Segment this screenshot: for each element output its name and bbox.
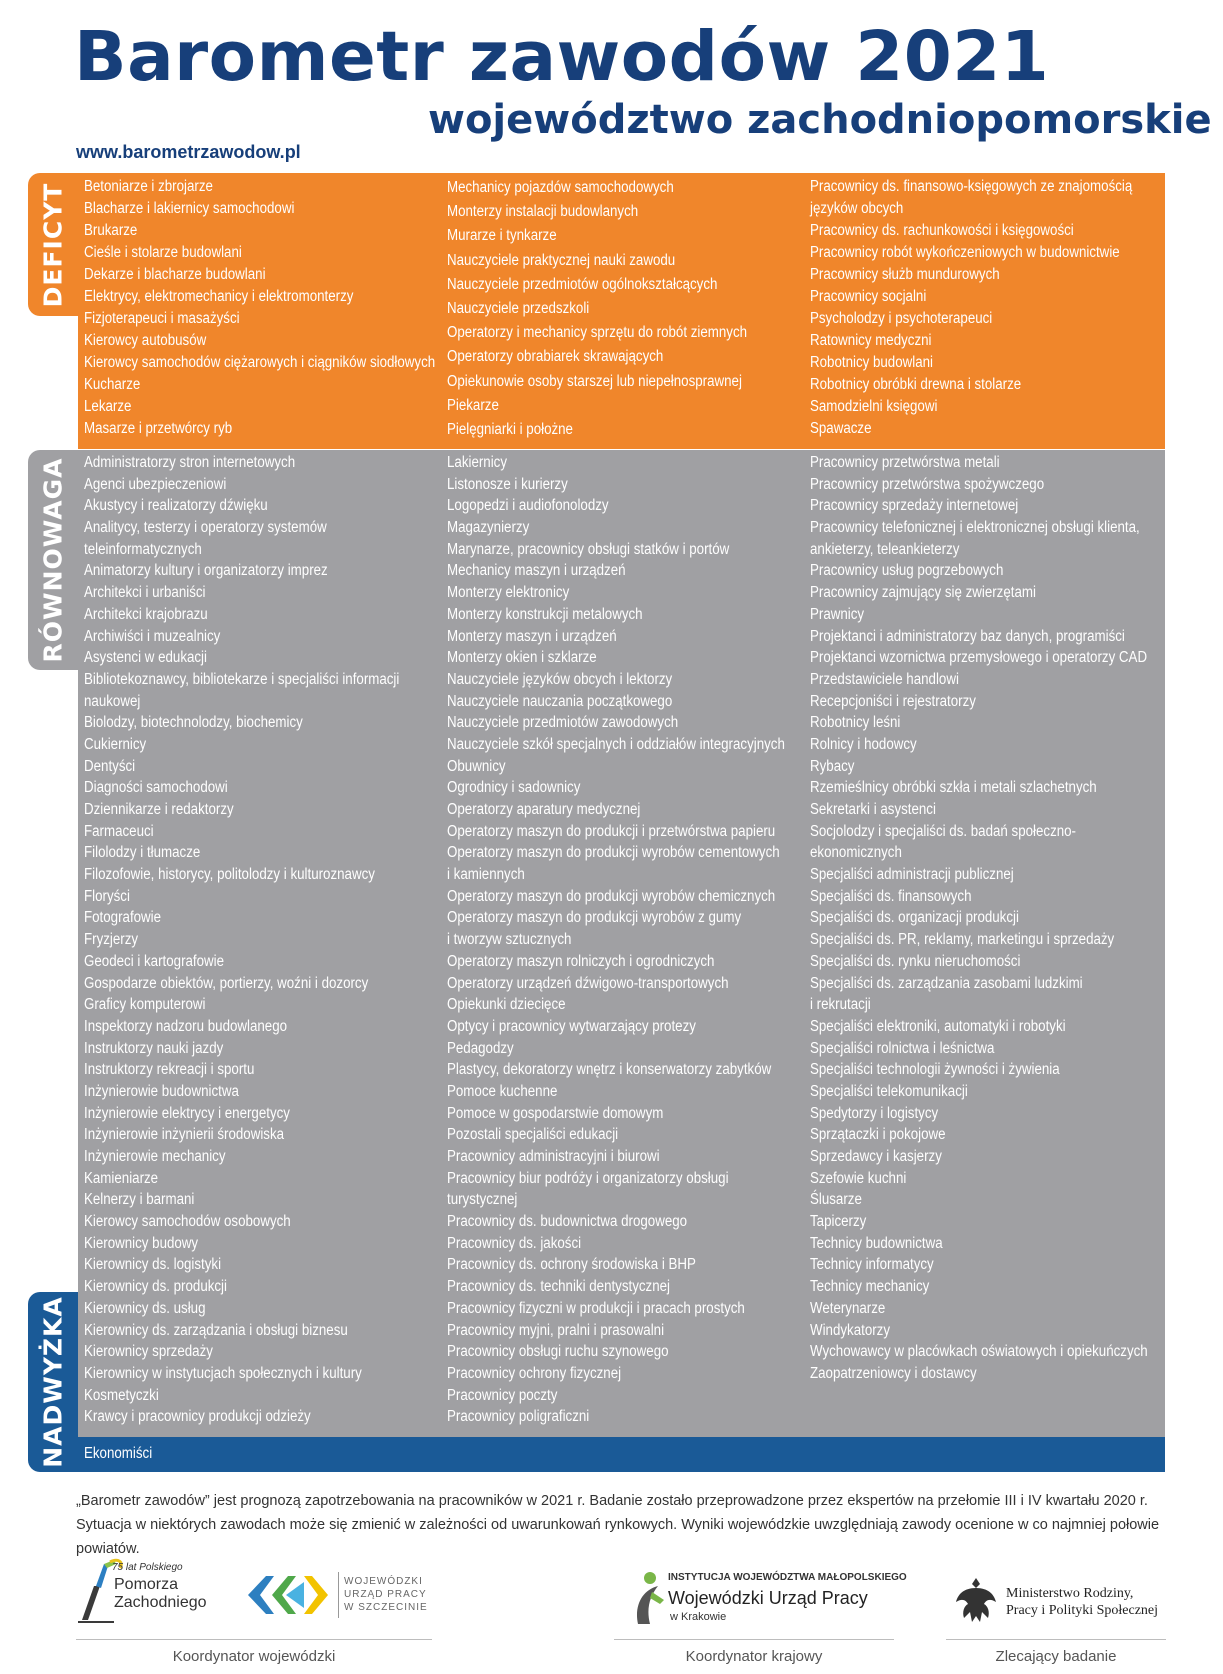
occupation-item: i tworzyw sztucznych bbox=[447, 931, 572, 949]
occupation-item: Pracownicy ds. budownictwa drogowego bbox=[447, 1213, 688, 1231]
occupation-item: Agenci ubezpieczeniowi bbox=[84, 475, 227, 493]
occupation-item: Mechanicy pojazdów samochodowych bbox=[447, 179, 674, 196]
occupation-item: Sekretarki i asystenci bbox=[810, 801, 936, 818]
occupation-item: Rolnicy i hodowcy bbox=[810, 735, 917, 753]
occupation-item: Plastycy, dekoratorzy wnętrz i konserwatorzy zabytków bbox=[447, 1061, 772, 1079]
occupation-item: Pozostali specjaliści edukacji bbox=[447, 1126, 619, 1144]
deficyt-label: DEFICYT bbox=[38, 182, 68, 307]
occupation-item: Kucharze bbox=[84, 376, 141, 393]
occupation-item: Dekarze i blacharze budowlani bbox=[84, 266, 266, 283]
occupation-item: Biolodzy, biotechnolodzy, biochemicy bbox=[84, 714, 303, 732]
occupation-item: Operatorzy maszyn rolniczych i ogrodniczych bbox=[447, 952, 715, 970]
occupation-item: Psycholodzy i psychoterapeuci bbox=[810, 310, 993, 327]
occupation-item: Pracownicy ds. finansowo-księgowych ze znajomością bbox=[810, 178, 1133, 195]
occupation-item: Sprzedawcy i kasjerzy bbox=[810, 1148, 942, 1165]
occupation-item: Mechanicy maszyn i urządzeń bbox=[447, 562, 626, 580]
rownowaga-tab bbox=[28, 450, 78, 670]
occupation-item: języków obcych bbox=[810, 200, 904, 217]
occupation-item: Inżynierowie mechanicy bbox=[84, 1148, 226, 1165]
occupation-item: Pomoce kuchenne bbox=[447, 1082, 558, 1100]
occupation-item: Operatorzy maszyn do produkcji i przetwórstwa papieru bbox=[447, 822, 776, 840]
occupation-item: Specjaliści ds. finansowych bbox=[810, 887, 972, 905]
footer-label-right: Zlecający badanie bbox=[995, 1648, 1117, 1665]
deficyt-column-2 bbox=[447, 176, 747, 442]
occupation-item: Pracownicy biur podróży i organizatorzy obsługi bbox=[447, 1169, 729, 1187]
wup-szczecin-logo bbox=[246, 1570, 436, 1622]
occupation-item: Instruktorzy nauki jazdy bbox=[84, 1039, 224, 1057]
deficyt-column-1 bbox=[84, 176, 435, 440]
occupation-item: ekonomicznych bbox=[810, 844, 902, 862]
occupation-item: Specjaliści administracji publicznej bbox=[810, 866, 1014, 884]
occupation-item: Pracownicy socjalni bbox=[810, 288, 927, 305]
occupation-item: Blacharze i lakiernicy samochodowi bbox=[84, 200, 295, 217]
occupation-item: Specjaliści telekomunikacji bbox=[810, 1082, 968, 1100]
occupation-item: Kierownicy ds. produkcji bbox=[84, 1278, 227, 1296]
footer-divider-right bbox=[946, 1639, 1166, 1640]
page-title: Barometr zawodów 2021 bbox=[74, 17, 1050, 97]
pomorze-75-logo bbox=[74, 1556, 224, 1628]
occupation-item: Filozofowie, historycy, politolodzy i kulturoznawcy bbox=[84, 866, 375, 884]
occupation-item: Rybacy bbox=[810, 757, 855, 775]
occupation-item: Gospodarze obiektów, portierzy, woźni i dozorcy bbox=[84, 974, 369, 992]
occupation-item: Operatorzy maszyn do produkcji wyrobów chemicznych bbox=[447, 887, 776, 905]
occupation-item: Diagności samochodowi bbox=[84, 779, 228, 797]
occupation-item: Pracownicy obsługi ruchu szynowego bbox=[447, 1343, 669, 1361]
occupation-item: Pracownicy ochrony fizycznej bbox=[447, 1364, 622, 1382]
rownowaga-column-2 bbox=[447, 452, 785, 1428]
occupation-item: Inżynierowie inżynierii środowiska bbox=[84, 1126, 285, 1144]
occupation-item: Pracownicy telefonicznej i elektronicznej obsługi klienta, bbox=[810, 519, 1140, 537]
occupation-item: Specjaliści elektroniki, automatyki i robotyki bbox=[810, 1017, 1066, 1035]
rownowaga-band bbox=[78, 450, 1165, 1437]
occupation-item: Pracownicy przetwórstwa spożywczego bbox=[810, 475, 1045, 493]
occupation-item: Nauczyciele przedmiotów ogólnokształcących bbox=[447, 275, 718, 293]
occupation-item: Nauczyciele szkół specjalnych i oddziałów integracyjnych bbox=[447, 735, 785, 753]
occupation-item: Inżynierowie budownictwa bbox=[84, 1082, 239, 1100]
occupation-item: Dziennikarze i redaktorzy bbox=[84, 801, 234, 818]
wup-szczecin-line3: W SZCZECINIE bbox=[344, 1602, 428, 1613]
occupation-item: Monterzy konstrukcji metalowych bbox=[447, 605, 643, 623]
occupation-item: Obuwnicy bbox=[447, 757, 506, 775]
occupation-item: turystycznej bbox=[447, 1191, 518, 1209]
occupation-item: Murarze i tynkarze bbox=[447, 227, 557, 245]
footer-divider-left bbox=[76, 1639, 432, 1640]
occupation-item: Logopedzi i audiofonolodzy bbox=[447, 497, 609, 515]
occupation-item: Specjaliści ds. PR, reklamy, marketingu i sprzedaży bbox=[810, 931, 1115, 949]
occupation-item: Inspektorzy nadzoru budowlanego bbox=[84, 1017, 288, 1035]
wup-krakow-line3: w Krakowie bbox=[670, 1611, 727, 1623]
occupation-item: Kierownicy ds. logistyki bbox=[84, 1256, 222, 1274]
occupation-item: Pracownicy ds. ochrony środowiska i BHP bbox=[447, 1256, 696, 1274]
occupation-item: Operatorzy aparatury medycznej bbox=[447, 801, 641, 818]
occupation-item: Technicy mechanicy bbox=[810, 1278, 930, 1296]
wup-krakow-person-icon bbox=[628, 1570, 668, 1628]
occupation-item: Graficy komputerowi bbox=[84, 996, 206, 1014]
page-subtitle: województwo zachodniopomorskie bbox=[428, 97, 1212, 143]
occupation-item: Nauczyciele języków obcych i lektorzy bbox=[447, 670, 673, 688]
occupation-item: Nauczyciele praktycznej nauki zawodu bbox=[447, 251, 676, 269]
wup-krakow-line1: INSTYTUCJA WOJEWÓDZTWA MAŁOPOLSKIEGO bbox=[668, 1572, 907, 1583]
footer-label-center: Koordynator krajowy bbox=[685, 1648, 823, 1665]
occupation-item: Windykatorzy bbox=[810, 1321, 891, 1339]
occupation-item: Farmaceuci bbox=[84, 822, 154, 840]
occupation-item: Dentyści bbox=[84, 757, 136, 775]
occupation-item: Monterzy instalacji budowlanych bbox=[447, 203, 639, 221]
occupation-item: Kierownicy ds. zarządzania i obsługi biznesu bbox=[84, 1321, 348, 1339]
occupation-item: Monterzy elektronicy bbox=[447, 584, 570, 602]
occupation-item: Specjaliści ds. zarządzania zasobami ludzkimi bbox=[810, 974, 1083, 992]
occupation-item: teleinformatycznych bbox=[84, 540, 202, 558]
occupation-item: Pracownicy przetwórstwa metali bbox=[810, 454, 1000, 471]
occupation-item: Tapicerzy bbox=[810, 1213, 867, 1231]
occupation-item: Magazynierzy bbox=[447, 519, 530, 537]
occupation-item: Ogrodnicy i sadownicy bbox=[447, 779, 581, 797]
occupation-item: Fotografowie bbox=[84, 909, 162, 927]
occupation-item: Szefowie kuchni bbox=[810, 1169, 907, 1187]
occupation-item: Pracownicy ds. rachunkowości i księgowości bbox=[810, 222, 1074, 239]
occupation-item: Projektanci wzornictwa przemysłowego i operatorzy CAD bbox=[810, 649, 1148, 667]
occupation-item: Kelnerzy i barmani bbox=[84, 1191, 195, 1209]
occupation-item: Samodzielni księgowi bbox=[810, 398, 938, 415]
occupation-item: Spedytorzy i logistycy bbox=[810, 1104, 939, 1122]
occupation-item: Prawnicy bbox=[810, 605, 865, 623]
occupation-item: Operatorzy maszyn do produkcji wyrobów z gumy bbox=[447, 909, 742, 927]
occupation-item: Lakiernicy bbox=[447, 454, 508, 471]
occupation-item: Elektrycy, elektromechanicy i elektromonterzy bbox=[84, 288, 354, 305]
occupation-item: Kierowcy autobusów bbox=[84, 332, 207, 349]
occupation-item: Kierownicy ds. usług bbox=[84, 1299, 206, 1317]
occupation-item: Marynarze, pracownicy obsługi statków i portów bbox=[447, 540, 730, 558]
occupation-item: Listonosze i kurierzy bbox=[447, 475, 568, 493]
occupation-item: Operatorzy urządzeń dźwigowo-transportowych bbox=[447, 974, 729, 992]
occupation-item: Robotnicy budowlani bbox=[810, 354, 934, 371]
rownowaga-label: RÓWNOWAGA bbox=[38, 457, 68, 663]
occupation-item: Nauczyciele przedszkoli bbox=[447, 299, 590, 317]
occupation-item: Operatorzy obrabiarek skrawających bbox=[447, 348, 664, 366]
occupation-item: Architekci krajobrazu bbox=[84, 605, 208, 623]
occupation-item: Ślusarze bbox=[810, 1191, 862, 1209]
occupation-item: Operatorzy i mechanicy sprzętu do robót ziemnych bbox=[447, 324, 748, 342]
occupation-item: Piekarze bbox=[447, 396, 499, 414]
occupation-item: Archiwiści i muzealnicy bbox=[84, 627, 221, 645]
occupation-item: Bibliotekoznawcy, bibliotekarze i specjaliści informacji bbox=[84, 670, 400, 688]
website-link[interactable]: www.barometrzawodow.pl bbox=[76, 142, 301, 162]
occupation-item: Sprzątaczki i pokojowe bbox=[810, 1126, 946, 1144]
nadwyzka-band bbox=[78, 1437, 1165, 1472]
occupation-item: Pracownicy ds. jakości bbox=[447, 1234, 582, 1252]
occupation-item: Instruktorzy rekreacji i sportu bbox=[84, 1061, 255, 1079]
nadwyzka-label: NADWYŻKA bbox=[38, 1296, 68, 1468]
occupation-item: Geodeci i kartografowie bbox=[84, 952, 225, 970]
occupation-item: Pedagodzy bbox=[447, 1039, 514, 1057]
occupation-item: Pracownicy ds. techniki dentystycznej bbox=[447, 1278, 671, 1296]
occupation-item: Pracownicy poczty bbox=[447, 1386, 558, 1404]
occupation-item: Rzemieślnicy obróbki szkła i metali szlachetnych bbox=[810, 779, 1097, 797]
occupation-item: Kierownicy w instytucjach społecznych i kultury bbox=[84, 1364, 362, 1382]
occupation-item: Optycy i pracownicy wytwarzający protezy bbox=[447, 1017, 696, 1035]
occupation-item: Floryści bbox=[84, 887, 130, 905]
footer-label-left: Koordynator wojewódzki bbox=[172, 1648, 336, 1665]
occupation-item: Zaopatrzeniowcy i dostawcy bbox=[810, 1364, 977, 1382]
pomorze-line1: 75 lat Polskiego bbox=[112, 1562, 183, 1573]
occupation-item: Pracownicy zajmujący się zwierzętami bbox=[810, 584, 1036, 602]
occupation-item: Przedstawiciele handlowi bbox=[810, 670, 959, 688]
occupation-item: Kosmetyczki bbox=[84, 1386, 159, 1404]
occupation-item: Nauczyciele przedmiotów zawodowych bbox=[447, 714, 679, 732]
occupation-item: naukowej bbox=[84, 692, 141, 710]
occupation-item: Fryzjerzy bbox=[84, 931, 139, 949]
occupation-item: Nauczyciele nauczania początkowego bbox=[447, 692, 673, 710]
occupation-item: Pracownicy administracyjni i biurowi bbox=[447, 1148, 660, 1165]
occupation-item: Brukarze bbox=[84, 222, 138, 239]
occupation-item: Animatorzy kultury i organizatorzy imprez bbox=[84, 562, 328, 580]
nadwyzka-tab bbox=[28, 1292, 78, 1472]
occupation-item: Krawcy i pracownicy produkcji odzieży bbox=[84, 1408, 311, 1426]
occupation-item: Kierowcy samochodów osobowych bbox=[84, 1213, 291, 1231]
occupation-item: Asystenci w edukacji bbox=[84, 649, 207, 667]
pomorze-line2: Pomorza bbox=[114, 1576, 179, 1593]
wup-szczecin-arrows-icon bbox=[246, 1570, 330, 1620]
occupation-item: Specjaliści rolnictwa i leśnictwa bbox=[810, 1039, 995, 1057]
rownowaga-column-3 bbox=[810, 452, 1148, 1385]
occupation-item: Operatorzy maszyn do produkcji wyrobów cementowych bbox=[447, 844, 780, 862]
ministerstwo-logo bbox=[954, 1576, 1174, 1626]
polish-eagle-icon bbox=[954, 1576, 998, 1624]
pomorze-line3: Zachodniego bbox=[114, 1594, 207, 1611]
occupation-item: Inżynierowie elektrycy i energetycy bbox=[84, 1104, 290, 1122]
occupation-item: Technicy informatycy bbox=[810, 1256, 934, 1274]
occupation-item: Ekonomiści bbox=[84, 1445, 153, 1462]
rownowaga-column-1 bbox=[84, 452, 399, 1428]
deficyt-band bbox=[78, 173, 1165, 449]
wup-krakow-logo bbox=[628, 1570, 907, 1630]
footer-divider-center bbox=[614, 1639, 894, 1640]
occupation-item: Spawacze bbox=[810, 420, 872, 437]
occupation-item: Monterzy maszyn i urządzeń bbox=[447, 627, 617, 645]
occupation-item: Cukiernicy bbox=[84, 735, 147, 753]
deficyt-column-3 bbox=[810, 176, 1132, 440]
occupation-item: Lekarze bbox=[84, 398, 132, 415]
wup-szczecin-divider bbox=[338, 1572, 339, 1618]
occupation-item: Fizjoterapeuci i masażyści bbox=[84, 310, 240, 327]
occupation-item: Robotnicy obróbki drewna i stolarze bbox=[810, 376, 1022, 393]
ministerstwo-line2: Pracy i Polityki Społecznej bbox=[1006, 1603, 1159, 1618]
occupation-item: Pracownicy służb mundurowych bbox=[810, 266, 1000, 283]
nadwyzka-column-1 bbox=[84, 1443, 152, 1465]
occupation-item: Socjolodzy i specjaliści ds. badań społeczno- bbox=[810, 822, 1077, 840]
occupation-item: Pomoce w gospodarstwie domowym bbox=[447, 1104, 664, 1122]
occupation-item: Analitycy, testerzy i operatorzy systemów bbox=[84, 519, 327, 537]
wup-krakow-line2: Wojewódzki Urząd Pracy bbox=[668, 1588, 868, 1608]
occupation-item: Administratorzy stron internetowych bbox=[84, 454, 296, 471]
occupation-item: Wychowawcy w placówkach oświatowych i opiekuńczych bbox=[810, 1343, 1148, 1361]
occupation-item: Recepcjoniści i rejestratorzy bbox=[810, 692, 976, 710]
occupation-item: Pracownicy usług pogrzebowych bbox=[810, 562, 1004, 580]
occupation-item: Filolodzy i tłumacze bbox=[84, 844, 201, 862]
occupation-item: Specjaliści ds. organizacji produkcji bbox=[810, 909, 1019, 927]
occupation-item: Kamieniarze bbox=[84, 1169, 159, 1187]
occupation-item: Pracownicy myjni, pralni i prasowalni bbox=[447, 1321, 665, 1339]
occupation-item: Opiekunowie osoby starszej lub niepełnosprawnej bbox=[447, 372, 742, 390]
occupation-item: Specjaliści ds. rynku nieruchomości bbox=[810, 952, 1021, 970]
occupation-item: Cieśle i stolarze budowlani bbox=[84, 244, 242, 261]
occupation-item: ankieterzy, teleankieterzy bbox=[810, 540, 960, 558]
wup-szczecin-line2: URZĄD PRACY bbox=[344, 1589, 427, 1600]
occupation-item: Robotnicy leśni bbox=[810, 714, 901, 732]
occupation-item: Technicy budownictwa bbox=[810, 1234, 943, 1252]
wup-szczecin-line1: WOJEWÓDZKI bbox=[344, 1576, 423, 1587]
occupation-item: Pracownicy sprzedaży internetowej bbox=[810, 497, 1019, 515]
occupation-item: Masarze i przetwórcy ryb bbox=[84, 420, 233, 437]
occupation-item: Pracownicy poligraficzni bbox=[447, 1408, 590, 1426]
occupation-item: Ratownicy medyczni bbox=[810, 332, 932, 349]
occupation-item: i kamiennych bbox=[447, 866, 525, 884]
occupation-item: Kierowcy samochodów ciężarowych i ciągników siodłowych bbox=[84, 354, 436, 371]
occupation-item: Betoniarze i zbrojarze bbox=[84, 178, 213, 195]
occupation-item: Specjaliści technologii żywności i żywienia bbox=[810, 1061, 1060, 1079]
ministerstwo-line1: Ministerstwo Rodziny, bbox=[1006, 1586, 1134, 1601]
occupation-item: i rekrutacji bbox=[810, 996, 871, 1014]
deficyt-tab bbox=[28, 173, 78, 316]
occupation-item: Kierownicy budowy bbox=[84, 1234, 199, 1252]
footer-note: „Barometr zawodów” jest prognozą zapotrzebowania na pracowników w 2021 r. Badanie zostało przeprowadzone przez ekspertów na przełomie III i IV kwartału 2020 r. Sytuacja w niektórych zawodach może się zmienić w zależności od uwarunkowań rynkowych. Wyniki wojewódzkie uwzględniają zawody ocenione w co najmniej połowie powiatów. bbox=[76, 1493, 1160, 1557]
occupation-item: Weterynarze bbox=[810, 1299, 886, 1317]
occupation-item: Monterzy okien i szklarze bbox=[447, 649, 597, 667]
occupation-item: Akustycy i realizatorzy dźwięku bbox=[84, 497, 268, 515]
occupation-item: Pracownicy robót wykończeniowych w budownictwie bbox=[810, 244, 1120, 261]
occupation-item: Pracownicy fizyczni w produkcji i pracach prostych bbox=[447, 1299, 745, 1317]
occupation-item: Kierownicy sprzedaży bbox=[84, 1343, 213, 1361]
occupation-item: Projektanci i administratorzy baz danych, programiści bbox=[810, 627, 1125, 645]
occupation-item: Opiekunki dziecięce bbox=[447, 996, 566, 1014]
occupation-item: Architekci i urbaniści bbox=[84, 584, 206, 602]
occupation-item: Pielęgniarki i położne bbox=[447, 420, 573, 438]
